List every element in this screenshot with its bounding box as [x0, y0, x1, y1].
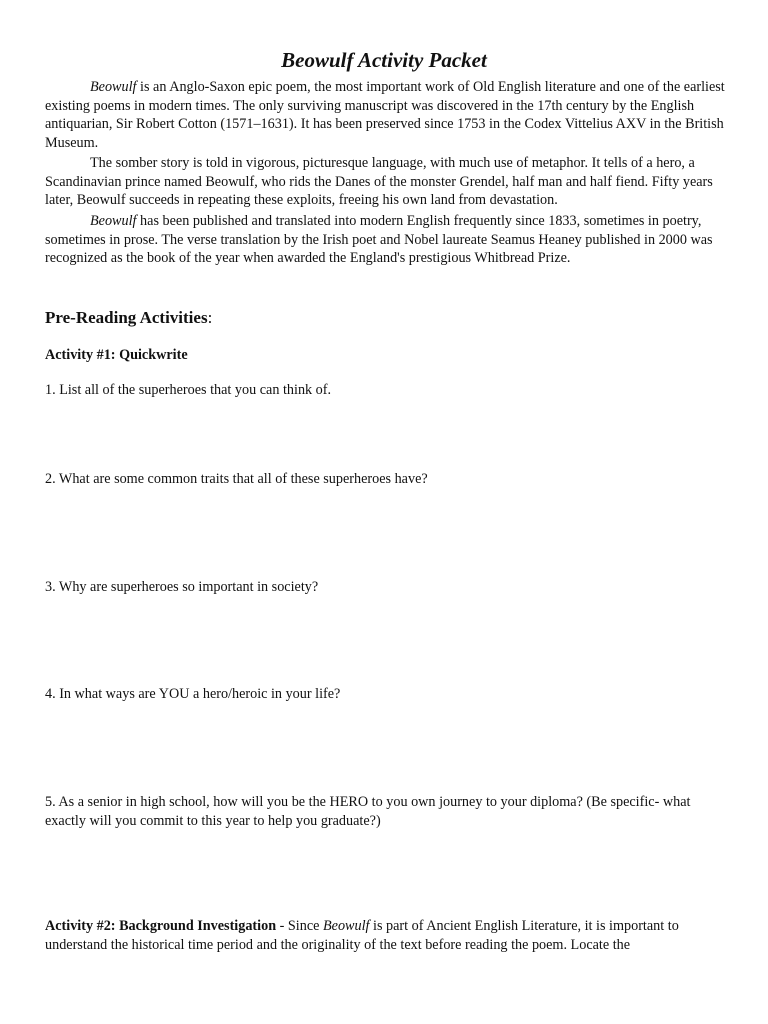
section-heading-colon: :: [207, 308, 213, 327]
intro-paragraph-1-text: is an Anglo-Saxon epic poem, the most important work of Old English literature and one of the earliest existing poems in modern times. The only surviving manuscript was discovered in the 17th century by the English antiquarian, Sir Robert Cotton (1571–1631). It has been preserved since 1753 in the Codex Vittelius AXV in the British Museum.: [45, 79, 725, 151]
poem-title-italic: Beowulf: [90, 213, 137, 229]
question-4: 4. In what ways are YOU a hero/heroic in your life?: [45, 686, 341, 702]
question-3: 3. Why are superheroes so important in society?: [45, 579, 319, 595]
activity-2-text: is part of Ancient English Literature, it is important to understand the historical time period and the originality of the text before reading the poem. Locate the: [45, 918, 679, 953]
document-title: Beowulf Activity Packet: [281, 48, 487, 72]
intro-paragraph-3-text: has been published and translated into modern English frequently since 1833, sometimes in poetry, sometimes in prose. The verse translation by the Irish poet and Nobel laureate Seamus Heaney published in 2000 was recognized as the book of the year when awarded the England's prestigious Whitbread Prize.: [45, 213, 713, 266]
activity-2-dash: - Since: [276, 918, 323, 934]
section-heading-text: Pre-Reading Activities: [45, 308, 208, 327]
activity-1-heading: Activity #1: Quickwrite: [45, 347, 188, 363]
intro-paragraph-2: The somber story is told in vigorous, picturesque language, with much use of metaphor. It tells of a hero, a Scandinavian prince named Beowulf, who rids the Danes of the monster Grendel, half man and half fiend. Fifty years later, Beowulf succeeds in repeating these exploits, freeing his own land from devastation.: [45, 155, 713, 208]
activity-2-paragraph: [45, 917, 725, 954]
poem-title-italic: Beowulf: [322, 918, 370, 934]
intro-paragraph-1: [45, 78, 725, 152]
question-5: 5. As a senior in high school, how will you be the HERO to you own journey to your diploma? (Be specific- what exactly will you commit to this year to help you graduate?): [45, 794, 691, 829]
intro-paragraph-3: [45, 212, 725, 268]
section-heading-pre-reading: [45, 307, 212, 329]
question-1: 1. List all of the superheroes that you can think of.: [45, 382, 332, 398]
poem-title-italic: Beowulf: [90, 79, 137, 95]
activity-2-heading: Activity #2: Background Investigation: [45, 918, 277, 934]
question-2: 2. What are some common traits that all of these superheroes have?: [45, 471, 428, 487]
